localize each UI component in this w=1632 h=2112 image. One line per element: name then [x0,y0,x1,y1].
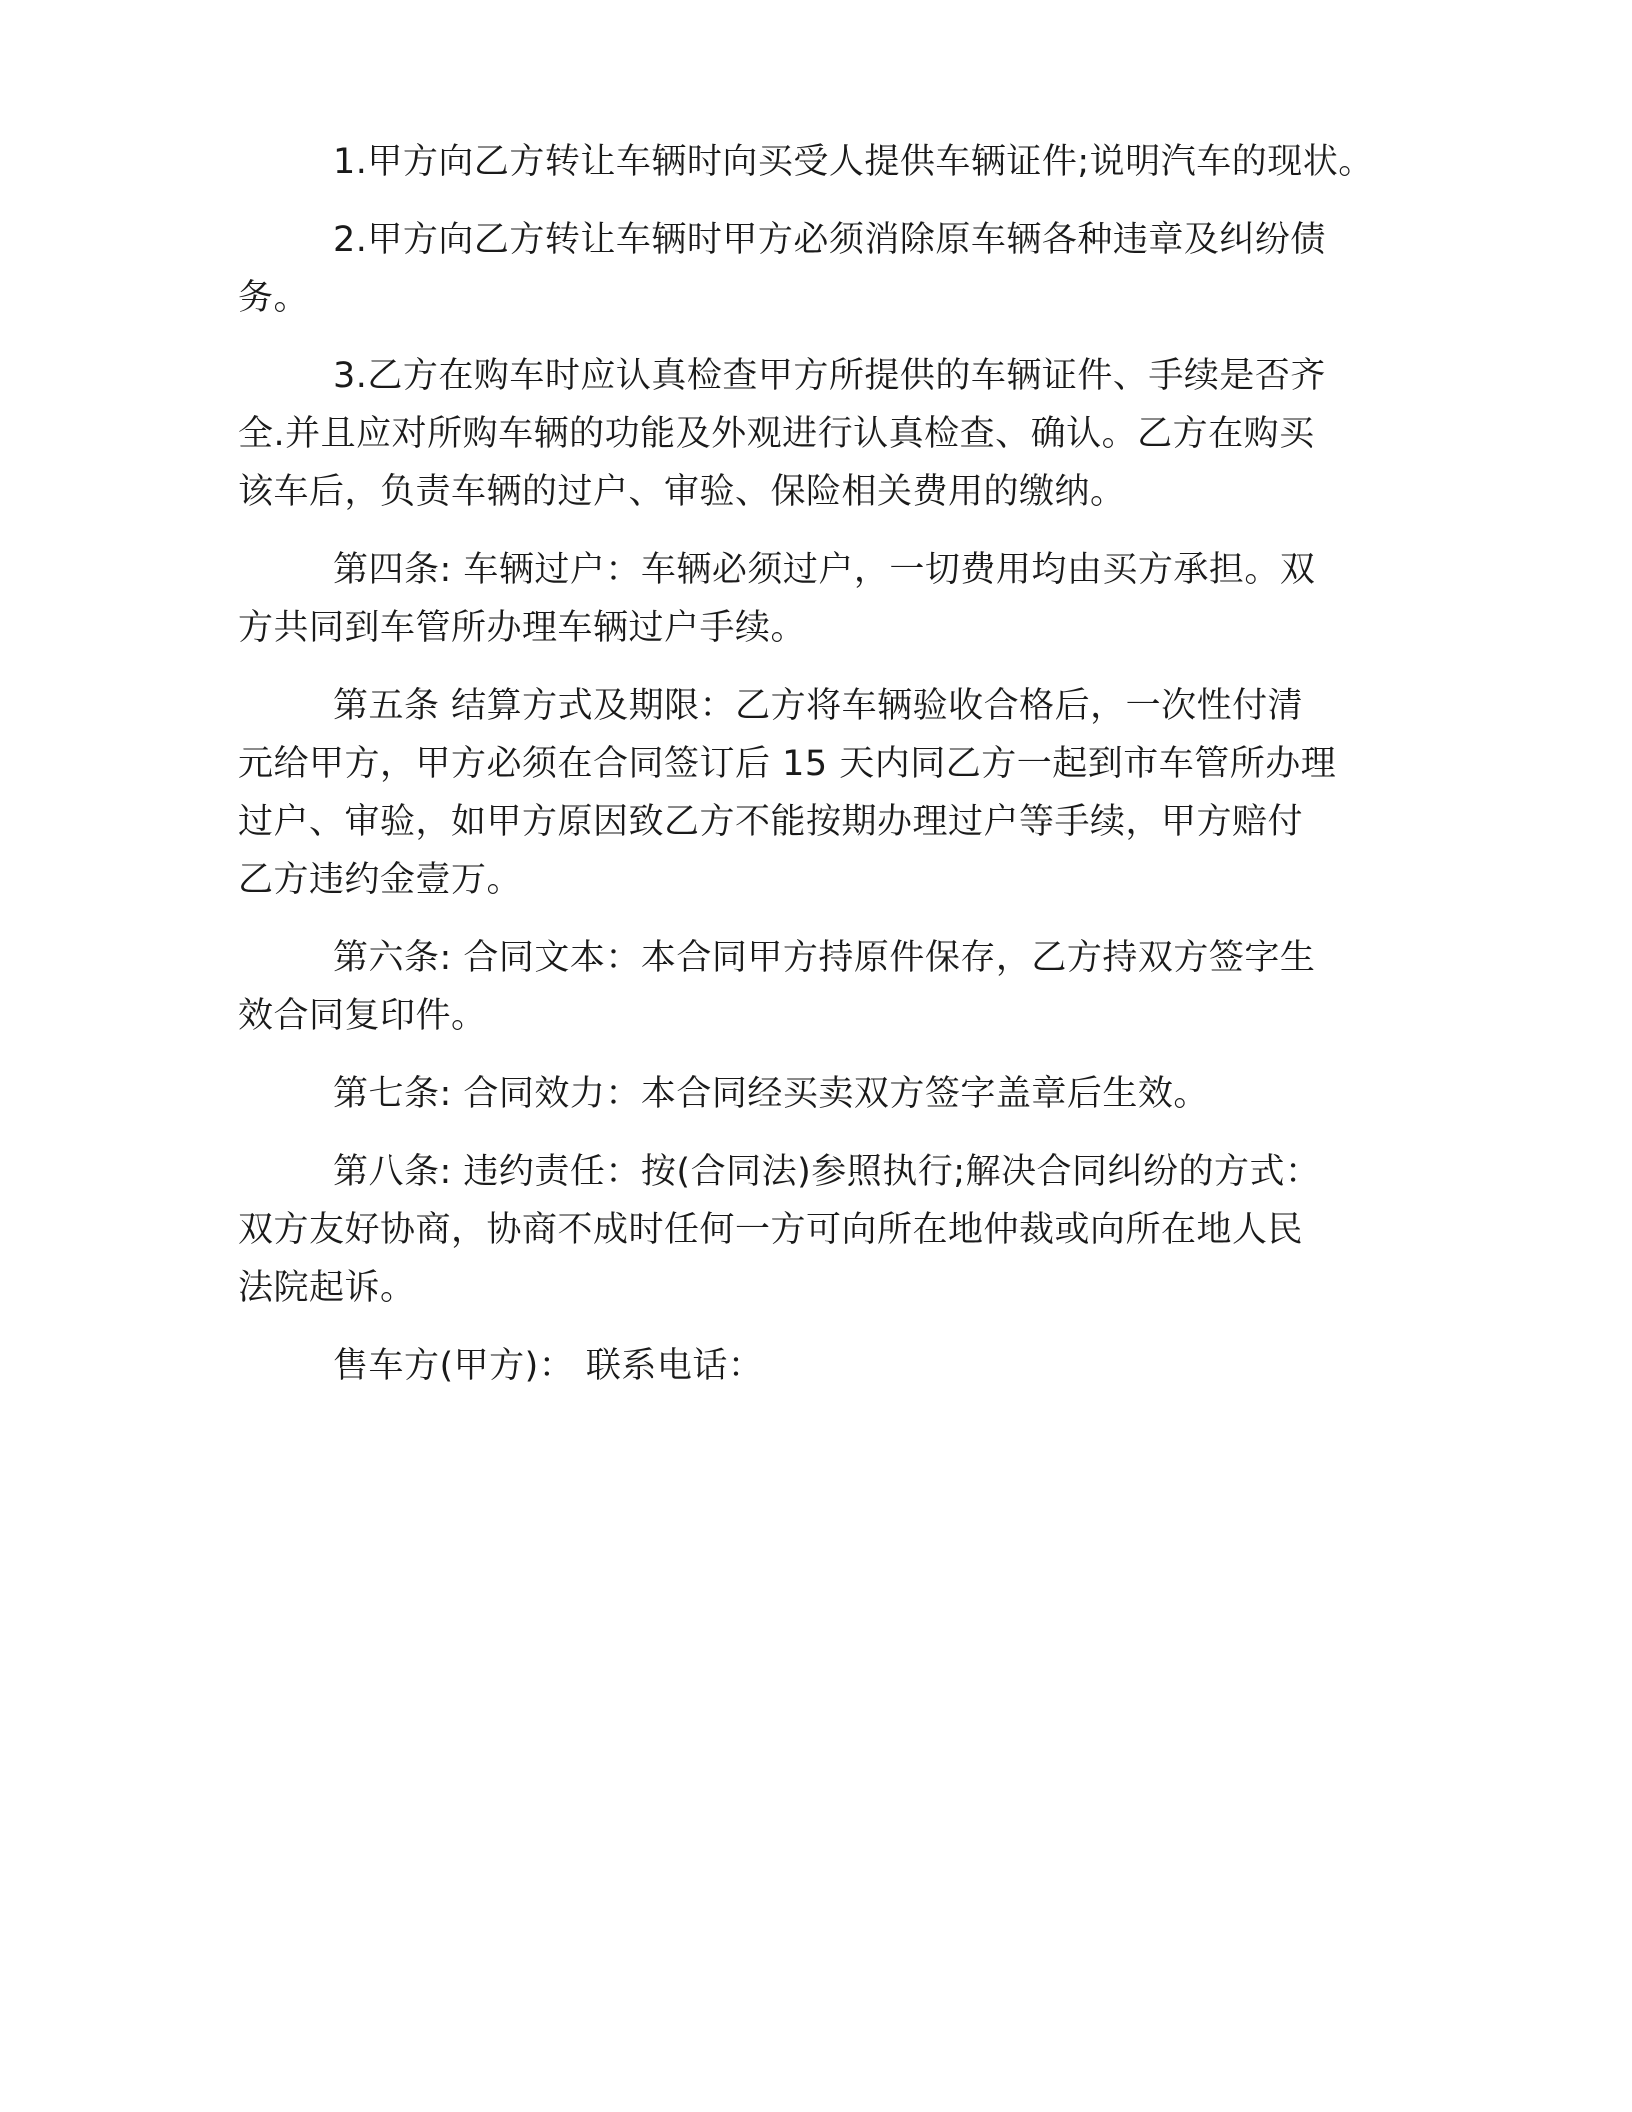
article-5-line-2: 元给甲方，甲方必须在合同签订后 15 天内同乙方一起到市车管所办理 [238,744,1337,784]
article-5-line-1: 第五条 结算方式及期限：乙方将车辆验收合格后，一次性付清 [333,686,1304,726]
article-6-line-1: 第六条: 合同文本：本合同甲方持原件保存，乙方持双方签字生 [333,938,1316,978]
article-6-line-2: 效合同复印件。 [238,996,487,1036]
article-7-line-1: 第七条: 合同效力：本合同经买卖双方签字盖章后生效。 [333,1074,1209,1114]
clause-3-line-3: 该车后，负责车辆的过户、审验、保险相关费用的缴纳。 [238,472,1126,512]
article-8-line-2: 双方友好协商，协商不成时任何一方可向所在地仲裁或向所在地人民 [238,1210,1304,1250]
article-4-line-1: 第四条: 车辆过户：车辆必须过户，一切费用均由买方承担。双 [333,550,1316,590]
article-8-line-3: 法院起诉。 [238,1268,416,1308]
clause-2-line-1: 2.甲方向乙方转让车辆时甲方必须消除原车辆各种违章及纠纷债 [333,220,1326,260]
clause-3-line-2: 全.并且应对所购车辆的功能及外观进行认真检查、确认。乙方在购买 [238,414,1315,454]
article-5-line-3: 过户、审验，如甲方原因致乙方不能按期办理过户等手续，甲方赔付 [238,802,1304,842]
article-8-line-1: 第八条: 违约责任：按(合同法)参照执行;解决合同纠纷的方式： [333,1152,1321,1192]
article-4-line-2: 方共同到车管所办理车辆过户手续。 [238,608,807,648]
clause-3-line-1: 3.乙方在购车时应认真检查甲方所提供的车辆证件、手续是否齐 [333,356,1326,396]
clause-1-line-1: 1.甲方向乙方转让车辆时向买受人提供车辆证件;说明汽车的现状。 [333,142,1374,182]
article-5-line-4: 乙方违约金壹万。 [238,860,523,900]
clause-2-line-2: 务。 [238,278,310,318]
seller-signature-line: 售车方(甲方)： 联系电话： [333,1346,764,1386]
